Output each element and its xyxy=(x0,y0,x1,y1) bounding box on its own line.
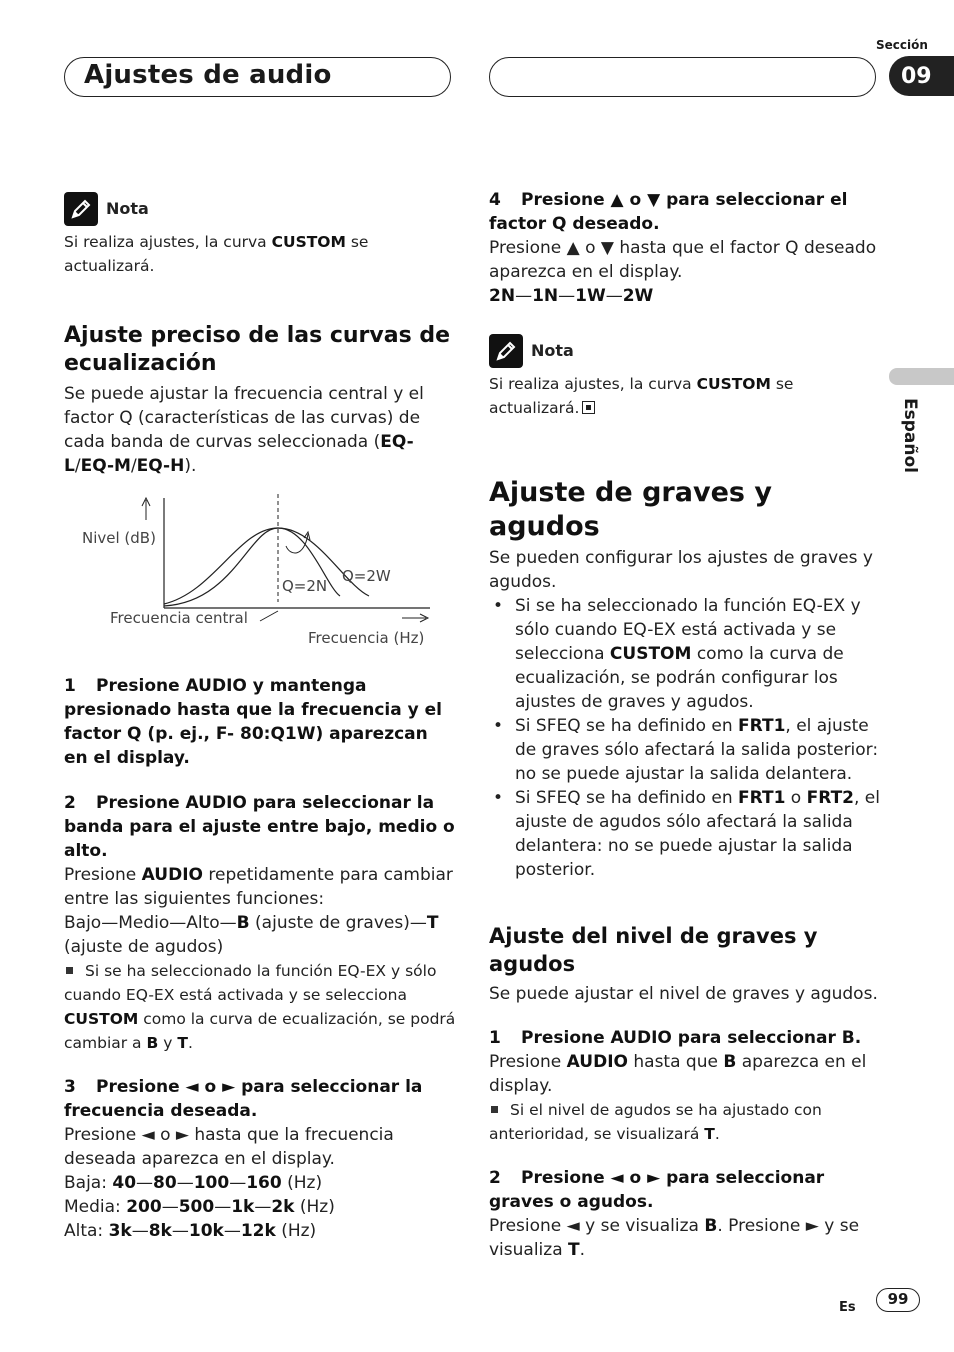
section-intro-eq-curves: Se puede ajustar la frecuencia central y el factor Q (características de las curvas) de cada banda de curvas seleccionada (EQ-L/EQ-M/EQ-H). xyxy=(64,384,424,476)
right-column xyxy=(489,188,881,1262)
level-step-1-body: Presione AUDIO hasta que B aparezca en el display. xyxy=(489,1052,867,1096)
left-column xyxy=(64,192,456,1243)
square-bullet-icon xyxy=(66,967,73,974)
section-number: 09 xyxy=(901,63,932,89)
diagram-label-q2w: Q=2W xyxy=(342,567,391,585)
note-label: Nota xyxy=(106,199,149,218)
level-step-1-note: Si el nivel de agudos se ha ajustado con anterioridad, se visualizará T. xyxy=(489,1101,822,1143)
eq-curve-diagram xyxy=(64,494,456,664)
step-3-body: Presione ◄ o ► hasta que la frecuencia deseada aparezca en el display. xyxy=(64,1125,394,1169)
level-step-2: 2 Presione ◄ o ► para seleccionar graves o agudos. xyxy=(489,1168,825,1212)
section-label: Sección xyxy=(876,38,928,52)
section-heading-eq-curves: Ajuste preciso de las curvas de ecualización xyxy=(64,323,451,376)
section-intro-bass-treble: Se pueden configurar los ajustes de graves y agudos. xyxy=(489,548,873,592)
frequency-list-alta: Alta: 3k—8k—10k—12k (Hz) xyxy=(64,1221,317,1241)
end-mark-icon xyxy=(582,401,595,414)
diagram-label-q2n: Q=2N xyxy=(282,577,328,595)
note-header xyxy=(489,334,881,368)
language-tab-label: Español xyxy=(900,398,920,473)
step-4-body: Presione ▲ o ▼ hasta que el factor Q deseado aparezca en el display. xyxy=(489,238,877,282)
step-3: 3 Presione ◄ o ► para seleccionar la frecuencia deseada. xyxy=(64,1077,423,1121)
step-4: 4 Presione ▲ o ▼ para seleccionar el factor Q deseado. xyxy=(489,190,848,234)
q-factor-list: 2N—1N—1W—2W xyxy=(489,286,654,306)
frequency-list-media: Media: 200—500—1k—2k (Hz) xyxy=(64,1197,335,1217)
note-text: Si realiza ajustes, la curva CUSTOM se actualizará. xyxy=(489,375,794,417)
page-title: Ajustes de audio xyxy=(84,60,332,90)
bullet-item: • Si SFEQ se ha definido en FRT1 o FRT2, el ajuste de agudos sólo afectará la salida delantera: no se puede ajustar la salida posterior. xyxy=(489,786,881,882)
section-heading-bass-treble-level: Ajuste del nivel de graves y agudos xyxy=(489,924,818,976)
square-bullet-icon xyxy=(491,1106,498,1113)
diagram-label-center-frequency: Frecuencia central xyxy=(110,609,248,627)
note-label: Nota xyxy=(531,341,574,360)
page-number: 99 xyxy=(876,1288,920,1312)
diagram-label-level: Nivel (dB) xyxy=(82,529,156,547)
note-header xyxy=(64,192,456,226)
level-step-1: 1 Presione AUDIO para seleccionar B. xyxy=(489,1028,862,1048)
section-heading-bass-treble: Ajuste de graves y agudos xyxy=(489,477,772,542)
section-number-badge xyxy=(889,56,954,96)
language-tab-bar xyxy=(889,368,954,385)
note-pencil-icon xyxy=(64,192,98,226)
bullet-item: • Si SFEQ se ha definido en FRT1, el ajuste de graves sólo afectará la salida posterior: no se puede ajustar la salida delantera. xyxy=(489,714,881,786)
step-2-body: Presione AUDIO repetidamente para cambiar entre las siguientes funciones: xyxy=(64,865,453,909)
note-pencil-icon xyxy=(489,334,523,368)
bullet-item: • Si se ha seleccionado la función EQ-EX y sólo cuando EQ-EX está activada y se selecciona CUSTOM como la curva de ecualización, se podrán configurar los ajustes de graves y agudos. xyxy=(489,594,881,714)
diagram-label-frequency-hz: Frecuencia (Hz) xyxy=(308,629,425,647)
step-2: 2 Presione AUDIO para seleccionar la banda para el ajuste entre bajo, medio o alto. xyxy=(64,793,455,861)
step-2-sequence: Bajo—Medio—Alto—B (ajuste de graves)—T (ajuste de agudos) xyxy=(64,913,439,957)
section-intro-level: Se puede ajustar el nivel de graves y agudos. xyxy=(489,984,878,1004)
frequency-list-baja: Baja: 40—80—100—160 (Hz) xyxy=(64,1173,323,1193)
note-text: Si realiza ajustes, la curva CUSTOM se actualizará. xyxy=(64,233,369,275)
header-empty-frame xyxy=(489,57,876,97)
page-language-code: Es xyxy=(839,1300,856,1315)
level-step-2-body: Presione ◄ y se visualiza B. Presione ► y se visualiza T. xyxy=(489,1216,860,1260)
step-1: 1 Presione AUDIO y mantenga presionado hasta que la frecuencia y el factor Q (p. ej., F- 80:Q1W) aparezcan en el display. xyxy=(64,676,442,768)
step-2-note: Si se ha seleccionado la función EQ-EX y sólo cuando EQ-EX está activada y se selecciona CUSTOM como la curva de ecualización, se podrá cambiar a B y T. xyxy=(64,962,456,1052)
